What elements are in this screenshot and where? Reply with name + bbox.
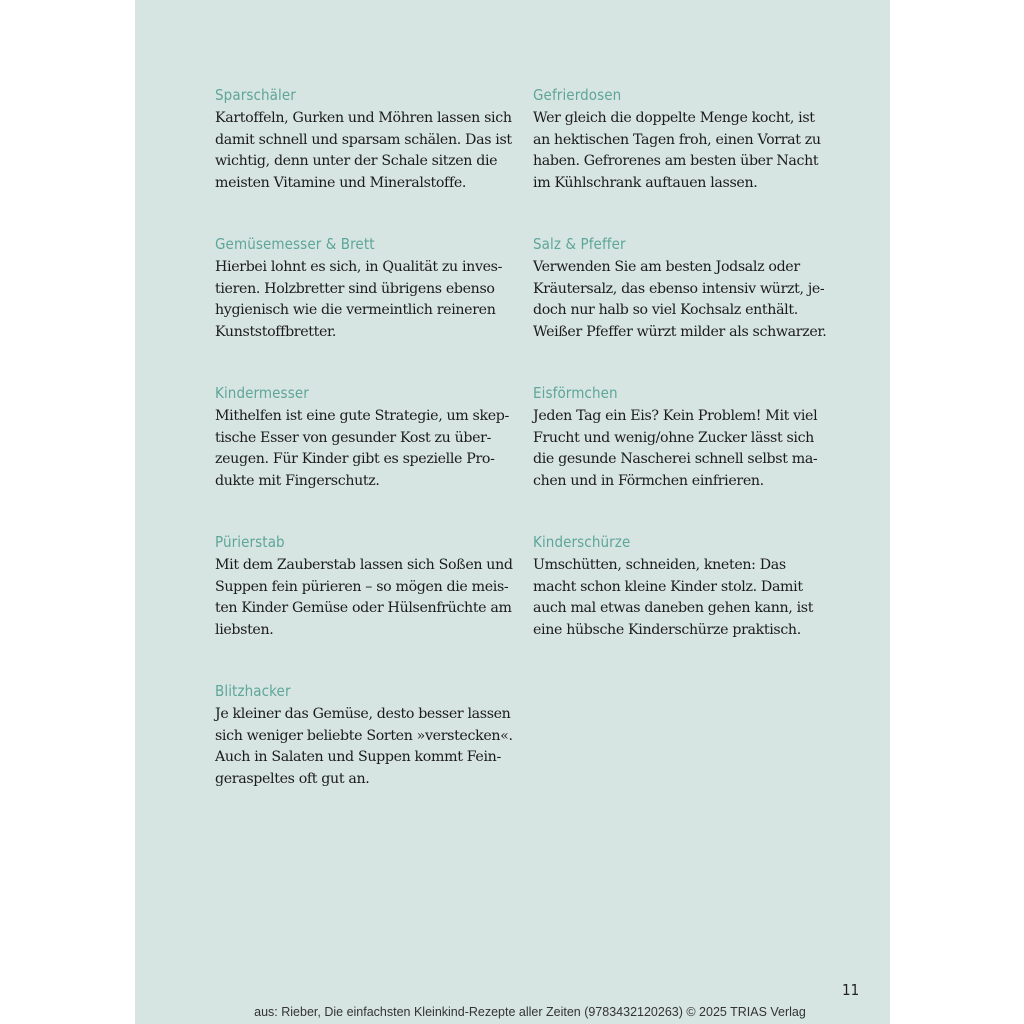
entry-eisfoermchen <box>533 383 833 532</box>
entry-title: Pürierstab <box>215 533 285 551</box>
text-line: Jeden Tag ein Eis? Kein Problem! Mit viel <box>533 408 818 424</box>
entry-title: Sparschäler <box>215 86 296 104</box>
text-line: liebsten. <box>215 622 274 639</box>
text-line: meisten Vitamine und Mineralstoffe. <box>215 175 467 192</box>
text-line: Kräutersalz, das ebenso intensiv würzt, je- <box>533 280 825 297</box>
entry-title: Gemüsemesser & Brett <box>215 235 375 253</box>
text-line: Kartoffeln, Gurken und Möhren lassen sich <box>215 110 512 126</box>
text-line: Auch in Salaten und Suppen kommt Fein- <box>215 749 501 766</box>
entry-text <box>215 108 515 195</box>
entry-title: Salz & Pfeffer <box>533 235 626 253</box>
entry-text <box>533 108 833 195</box>
text-line: zeugen. Für Kinder gibt es spezielle Pro- <box>215 451 495 468</box>
entry-sparschaeler <box>215 85 515 234</box>
text-line: tische Esser von gesunder Kost zu über- <box>215 429 492 446</box>
text-line: an hektischen Tagen froh, einen Vorrat zu <box>533 131 821 148</box>
text-line: doch nur halb so viel Kochsalz enthält. <box>533 302 798 319</box>
text-line: Suppen fein pürieren – so mögen die meis- <box>215 578 509 595</box>
entry-gefrierdosen <box>533 85 833 234</box>
text-line: Hierbei lohnt es sich, in Qualität zu inves- <box>215 259 503 275</box>
text-line: damit schnell und sparsam schälen. Das ist <box>215 131 512 148</box>
text-line: Weißer Pfeffer würzt milder als schwarzer. <box>533 324 827 341</box>
entry-kinderschuerze <box>533 532 833 681</box>
text-line: Mithelfen ist eine gute Strategie, um skep- <box>215 408 509 424</box>
entry-title: Blitzhacker <box>215 682 291 700</box>
entry-salz-pfeffer <box>533 234 833 383</box>
left-column <box>215 85 515 830</box>
text-line: Wer gleich die doppelte Menge kocht, ist <box>533 110 815 126</box>
entry-gemuesemesser-brett <box>215 234 515 383</box>
text-line: Mit dem Zauberstab lassen sich Soßen und <box>215 557 513 573</box>
entry-text <box>533 555 833 642</box>
text-line: macht schon kleine Kinder stolz. Damit <box>533 578 803 595</box>
text-line: wichtig, denn unter der Schale sitzen die <box>215 153 498 170</box>
entry-text <box>215 704 515 791</box>
text-line: haben. Gefrorenes am besten über Nacht <box>533 153 819 170</box>
source-footer: aus: Rieber, Die einfachsten Kleinkind-Rezepte aller Zeiten (9783432120263) © 2025 TRIAS Verlag <box>254 1005 806 1019</box>
text-line: die gesunde Nascherei schnell selbst ma- <box>533 451 818 468</box>
text-line: auch mal etwas daneben gehen kann, ist <box>533 600 814 617</box>
entry-title: Kinderschürze <box>533 533 631 551</box>
entry-text <box>533 257 833 344</box>
text-line: Frucht und wenig/ohne Zucker lässt sich <box>533 429 814 446</box>
entry-title: Eisförmchen <box>533 384 618 402</box>
entry-title: Gefrierdosen <box>533 86 622 104</box>
entry-title: Kindermesser <box>215 384 309 402</box>
entry-puerierstab <box>215 532 515 681</box>
entry-text <box>215 257 515 344</box>
text-line: dukte mit Fingerschutz. <box>215 473 380 490</box>
text-line: geraspeltes oft gut an. <box>215 771 370 788</box>
text-line: Umschütten, schneiden, kneten: Das <box>533 557 786 573</box>
text-line: Kunststoffbretter. <box>215 324 337 341</box>
entry-text <box>215 406 515 493</box>
text-line: tieren. Holzbretter sind übrigens ebenso <box>215 280 495 297</box>
text-line: ten Kinder Gemüse oder Hülsenfrüchte am <box>215 600 512 617</box>
text-line: Verwenden Sie am besten Jodsalz oder <box>533 259 800 275</box>
text-line: eine hübsche Kinderschürze praktisch. <box>533 622 801 639</box>
entry-blitzhacker <box>215 681 515 830</box>
entry-kindermesser <box>215 383 515 532</box>
entry-text <box>215 555 515 642</box>
page-number: 11 <box>842 981 860 999</box>
text-line: chen und in Förmchen einfrieren. <box>533 473 764 490</box>
text-line: hygienisch wie die vermeintlich reineren <box>215 302 496 319</box>
entry-text <box>533 406 833 493</box>
right-column <box>533 85 833 681</box>
text-line: sich weniger beliebte Sorten »verstecken«. <box>215 727 513 744</box>
text-line: Je kleiner das Gemüse, desto besser lassen <box>215 706 511 722</box>
text-line: im Kühlschrank auftauen lassen. <box>533 175 758 192</box>
